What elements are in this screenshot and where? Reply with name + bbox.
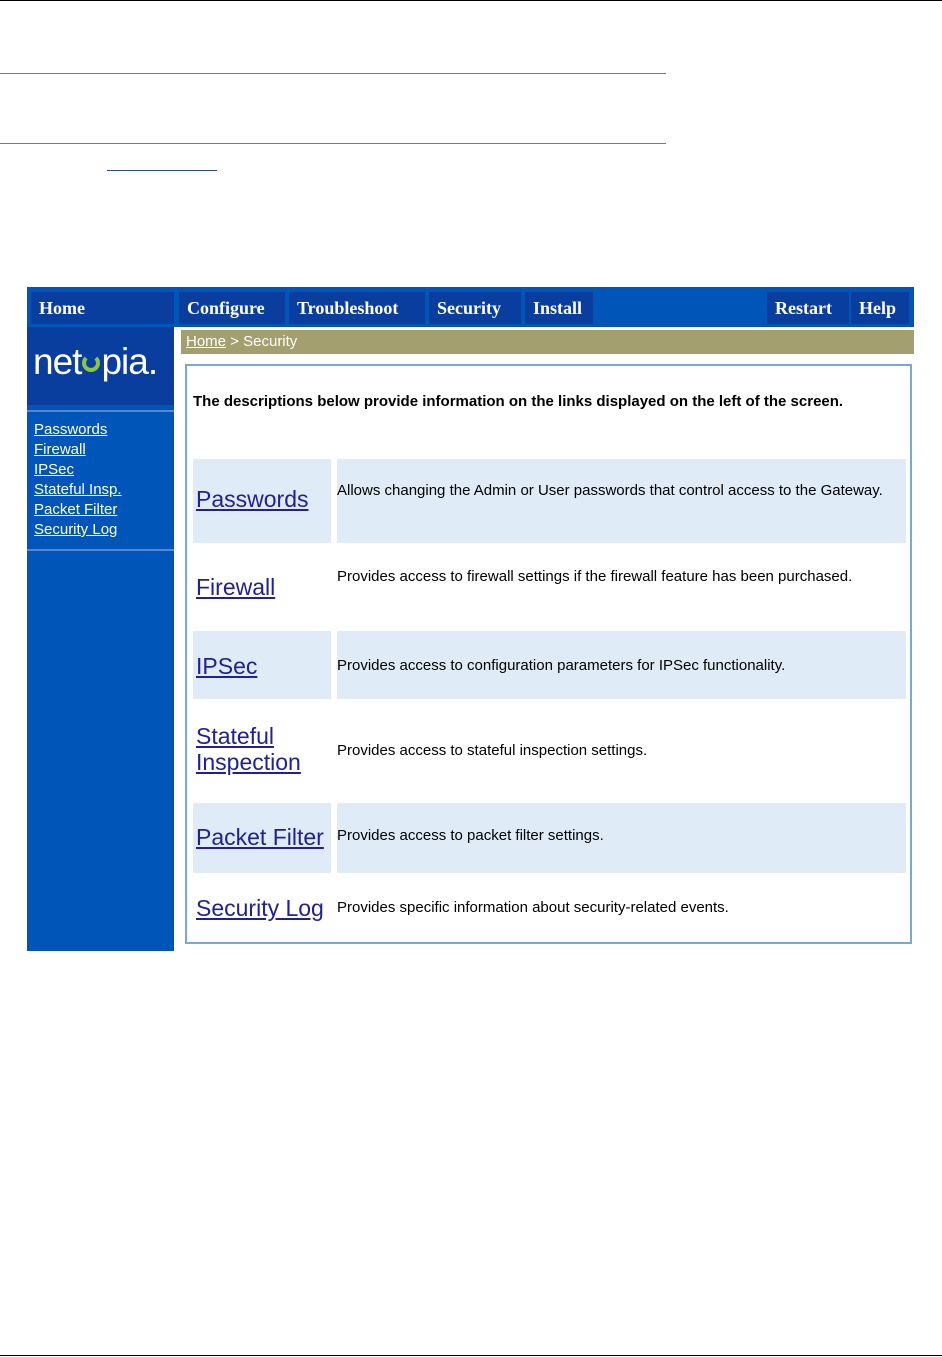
- nav-security-button[interactable]: Security: [429, 292, 521, 324]
- doc-rule-upper: [0, 73, 666, 74]
- breadcrumb-separator: >: [226, 333, 244, 350]
- nav-restart-button[interactable]: Restart: [767, 292, 849, 324]
- main-panel: [174, 327, 914, 951]
- top-navigation-bar: [27, 287, 914, 327]
- breadcrumb-current: Security: [243, 333, 298, 350]
- netopia-logo: [27, 327, 174, 405]
- sidebar-item-passwords[interactable]: Passwords: [34, 421, 108, 438]
- passwords-link[interactable]: Passwords: [196, 486, 309, 512]
- packet-filter-description: Provides access to packet filter settings.: [337, 827, 604, 844]
- nav-install-button[interactable]: Install: [525, 292, 593, 324]
- doc-rule-lower: [0, 143, 666, 144]
- sidebar-item-ipsec[interactable]: IPSec: [34, 461, 75, 478]
- content-box: [185, 364, 912, 944]
- row-firewall: [193, 543, 906, 631]
- sidebar-separator-top: [27, 410, 174, 412]
- nav-troubleshoot-button[interactable]: Troubleshoot: [289, 292, 425, 324]
- stateful-inspection-link[interactable]: Stateful Inspection: [196, 723, 301, 775]
- security-log-link[interactable]: Security Log: [196, 895, 324, 921]
- intro-text: The descriptions below provide information on the links displayed on the left of the screen.: [193, 393, 844, 410]
- breadcrumb: [181, 330, 914, 354]
- row-passwords: [193, 459, 906, 543]
- sidebar-links: [34, 420, 122, 540]
- document-link[interactable]: [107, 157, 217, 171]
- ipsec-link[interactable]: IPSec: [196, 653, 258, 679]
- stateful-inspection-description: Provides access to stateful inspection settings.: [337, 742, 648, 759]
- row-security-log: [193, 873, 906, 941]
- ipsec-description: Provides access to configuration parameters for IPSec functionality.: [337, 657, 786, 674]
- router-security-page-screenshot: [27, 287, 914, 951]
- nav-configure-button[interactable]: Configure: [179, 292, 285, 324]
- passwords-description: Allows changing the Admin or User passwords that control access to the Gateway.: [337, 482, 883, 499]
- row-stateful-inspection: [193, 699, 906, 803]
- row-divider: [331, 459, 337, 543]
- nav-help-button[interactable]: Help: [851, 292, 909, 324]
- sidebar-item-security-log[interactable]: Security Log: [34, 521, 118, 538]
- sidebar-item-packet-filter[interactable]: Packet Filter: [34, 501, 118, 518]
- page-top-rule: [0, 0, 942, 1]
- logo-text: net pia.: [33, 341, 158, 382]
- row-ipsec: [193, 631, 906, 699]
- row-packet-filter: [193, 803, 906, 873]
- breadcrumb-home-link[interactable]: Home: [186, 333, 227, 350]
- security-log-description: Provides specific information about security-related events.: [337, 899, 729, 916]
- nav-home-button[interactable]: Home: [31, 292, 174, 324]
- page-bottom-rule: [0, 1355, 942, 1356]
- firewall-link[interactable]: Firewall: [196, 574, 276, 600]
- sidebar-item-stateful-insp[interactable]: Stateful Insp.: [34, 481, 122, 498]
- firewall-description: Provides access to firewall settings if the firewall feature has been purchased.: [337, 568, 853, 585]
- sidebar-separator-bottom: [27, 549, 174, 551]
- sidebar: [27, 327, 174, 951]
- sidebar-item-firewall[interactable]: Firewall: [34, 441, 86, 458]
- packet-filter-link[interactable]: Packet Filter: [196, 824, 324, 850]
- netopia-logo-ring-icon: [82, 354, 100, 372]
